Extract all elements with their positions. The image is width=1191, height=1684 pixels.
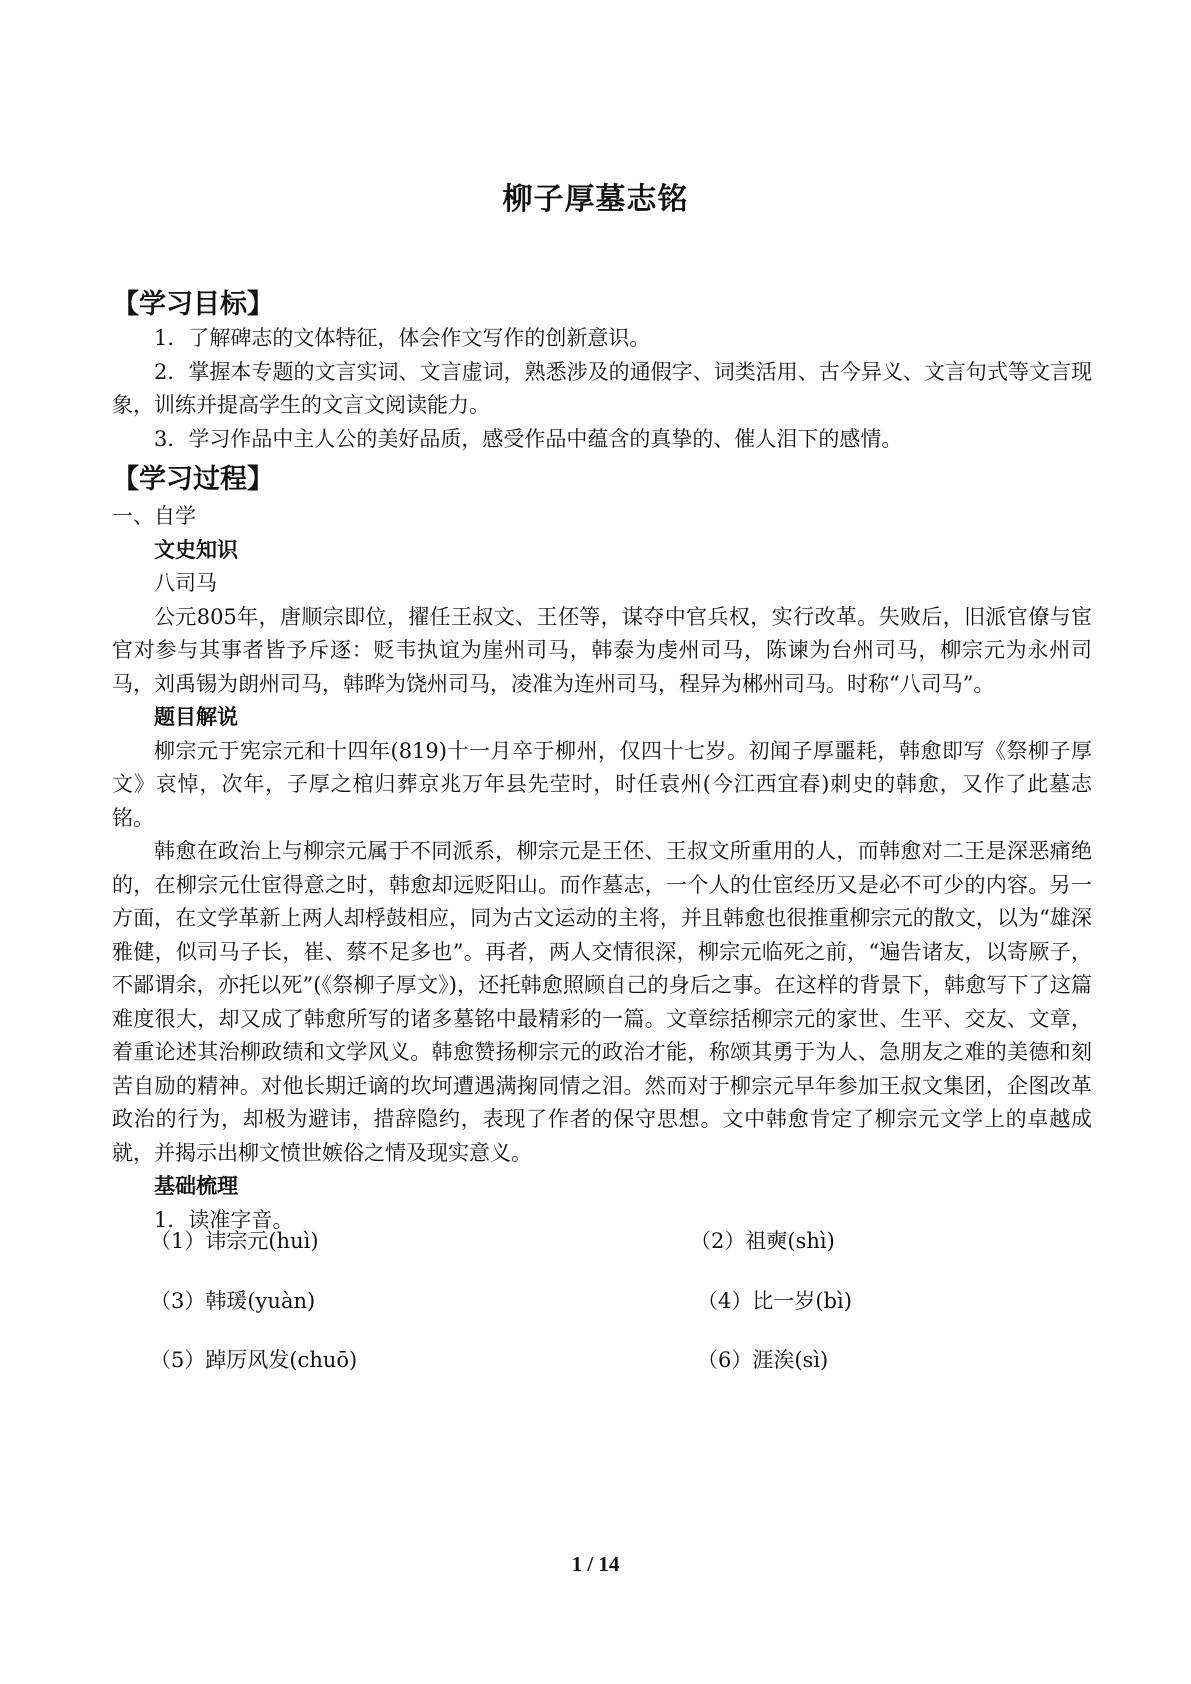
paragraph: 柳宗元于宪宗元和十四年(819)十一月卒于柳州，仅四十七岁。初闻子厚噩耗，韩愈即写《祭柳子厚文》哀悼，次年，子厚之棺归葬京兆万年县先茔时，时任袁州(今江西宜春)刺史的韩愈，又作了此墓志铭。 xyxy=(112,738,1092,830)
subheading-title-explain: 题目解说 xyxy=(154,705,238,729)
pronunciation-item: （4）比一岁(bì) xyxy=(697,1289,852,1313)
paragraph: 公元805年，唐顺宗即位，擢任王叔文、王伾等，谋夺中官兵权，实行改革。失败后，旧派官僚与宦官对参与其事者皆予斥逐：贬韦执谊为崖州司马，韩泰为虔州司马，陈谏为台州司马，柳宗元为永州司马，刘禹锡为朗州司马，韩晔为饶州司马，凌准为连州司马，程异为郴州司马。时称“八司马”。 xyxy=(112,604,1092,696)
section-heading-goals: 【学习目标】 xyxy=(112,289,274,320)
pronunciation-item: （2）祖奭(shì) xyxy=(690,1229,835,1253)
part-heading: 一、自学 xyxy=(112,504,196,528)
page-title: 柳子厚墓志铭 xyxy=(502,182,689,217)
pronunciation-item: （6）涯涘(sì) xyxy=(697,1348,829,1372)
process-body xyxy=(112,500,1092,1237)
paragraph: 韩愈在政治上与柳宗元属于不同派系，柳宗元是王伾、王叔文所重用的人，而韩愈对二王是深恶痛绝的，在柳宗元仕宦得意之时，韩愈却远贬阳山。而作墓志，一个人的仕宦经历又是必不可少的内容。另一方面，在文学革新上两人却桴鼓相应，同为古文运动的主将，并且韩愈也很推重柳宗元的散文，以为“雄深雅健，似司马子长，崔、蔡不足多也”。再者，两人交情很深，柳宗元临死之前，“遍告诸友，以寄厥子，不鄙谓余，亦托以死”(《祭柳子厚文》)，还托韩愈照顾自己的身后之事。在这样的背景下，韩愈写下了这篇难度很大，却又成了韩愈所写的诸多墓铭中最精彩的一篇。文章综括柳宗元的家世、生平、交友、文章，着重论述其治柳政绩和文学风义。韩愈赞扬柳宗元的政治才能，称颂其勇于为人、急朋友之难的美德和刻苦自励的精神。对他长期迁谪的坎坷遭遇满掬同情之泪。然而对于柳宗元早年参加王叔文集团，企图改革政治的行为，却极为避讳，措辞隐约，表现了作者的保守思想。文中韩愈肯定了柳宗元文学上的卓越成就，并揭示出柳文愤世嫉俗之情及现实意义。 xyxy=(112,839,1092,1165)
goals-list xyxy=(112,322,1092,456)
item-label: 八司马 xyxy=(154,571,217,595)
goal-item: 1．了解碑志的文体特征，体会作文写作的创新意识。 xyxy=(154,326,651,350)
subheading-basics: 基础梳理 xyxy=(154,1174,238,1198)
section-heading-process: 【学习过程】 xyxy=(112,464,274,495)
page-number: 1 / 14 xyxy=(571,1552,620,1576)
pronunciation-item: （3）韩瑗(yuàn) xyxy=(150,1289,316,1313)
item-label: 1．读准字音。 xyxy=(154,1207,294,1232)
subheading-history: 文史知识 xyxy=(154,537,238,562)
goal-item: 3．学习作品中主人公的美好品质，感受作品中蕴含的真挚的、催人泪下的感情。 xyxy=(154,426,903,451)
goal-item: 2．掌握本专题的文言实词、文言虚词，熟悉涉及的通假字、词类活用、古今异义、文言句式等文言现象，训练并提高学生的文言文阅读能力。 xyxy=(112,359,1092,417)
pronunciation-item: （5）踔厉风发(chuō) xyxy=(150,1348,358,1372)
pronunciation-item: （1）讳宗元(huì) xyxy=(150,1229,319,1253)
